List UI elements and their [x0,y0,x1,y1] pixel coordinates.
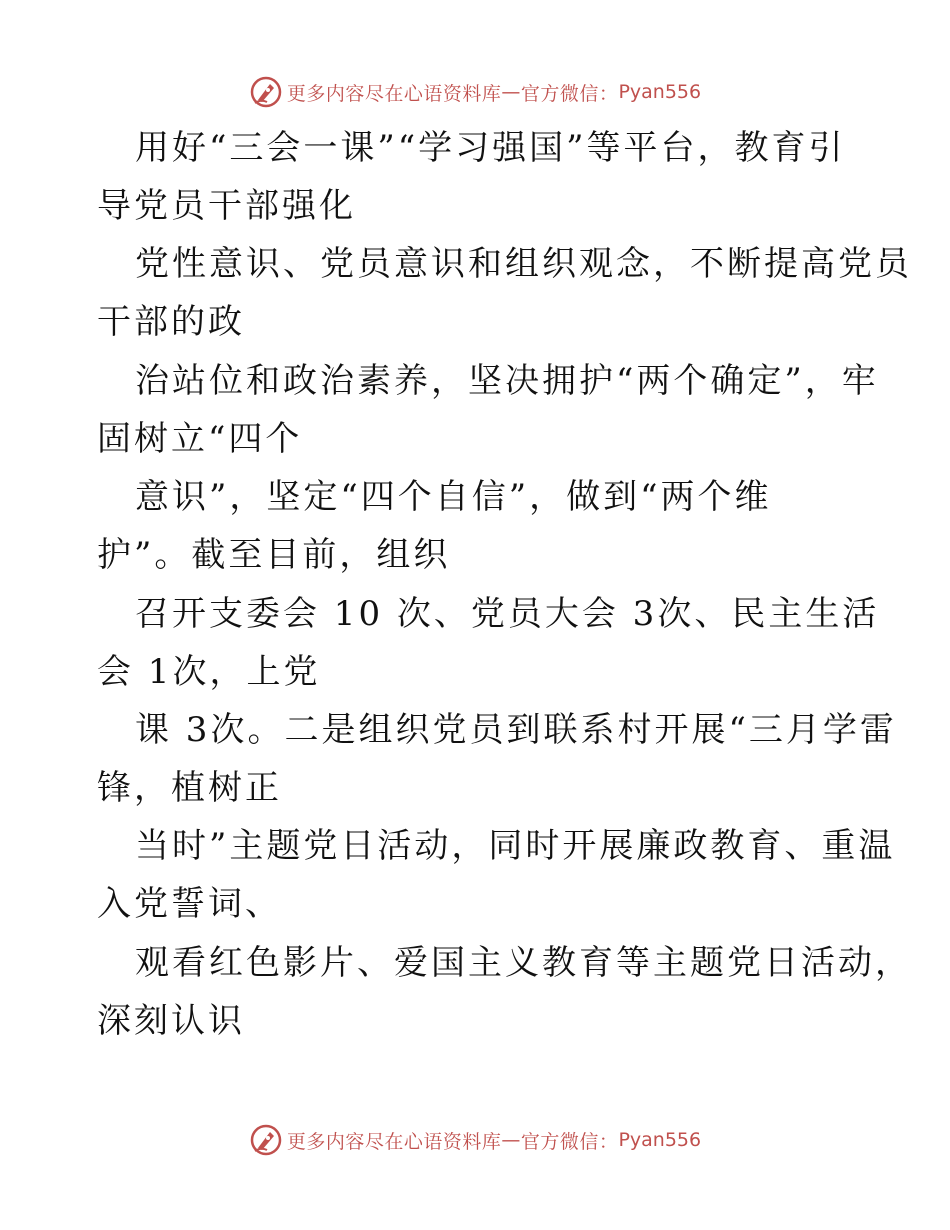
paragraph-3-first-line: 治站位和政治素养，坚决拥护“两个确定”，牢 [135,361,879,401]
watermark-dash: — [501,81,521,103]
watermark-site-text: 更多内容尽在心语资料库 [286,82,502,105]
paragraph-3-continuation: 固树立“四个 [97,419,303,459]
watermark-wechat-label: 官方微信： [520,1130,619,1153]
paragraph-5-first-line: 召开支委会 10 次、党员大会 3次、民主生活 [135,594,880,634]
paragraph-2-continuation: 干部的政 [97,302,245,342]
watermark-wechat-id: Pyan556 [618,1129,702,1151]
watermark-wechat-id: Pyan556 [618,81,702,103]
paragraph-2-first-line: 党性意识、党员意识和组织观念，不断提高党员 [135,244,912,284]
pen-nib-logo-icon [249,1123,283,1157]
paragraph-6-continuation: 锋，植树正 [97,768,282,808]
footer-watermark [0,1120,950,1160]
paragraph-1-continuation: 导党员干部强化 [97,186,356,226]
paragraph-7-continuation: 入党誓词、 [97,884,282,924]
paragraph-8-first-line: 观看红色影片、爱国主义教育等主题党日活动， [135,943,912,983]
watermark-wechat-label: 官方微信： [520,82,619,105]
paragraph-6-first-line: 课 3次。二是组织党员到联系村开展“三月学雷 [135,710,897,750]
paragraph-8-continuation: 深刻认识 [97,1001,245,1041]
paragraph-5-continuation: 会 1次，上党 [97,652,321,692]
paragraph-1-first-line: 用好“三会一课”“学习强国”等平台，教育引 [135,128,846,168]
watermark-dash: — [501,1129,521,1151]
paragraph-4-first-line: 意识”，坚定“四个自信”，做到“两个维 [135,477,772,517]
paragraph-4-continuation: 护”。截至目前，组织 [97,535,451,575]
paragraph-7-first-line: 当时”主题党日活动，同时开展廉政教育、重温 [135,826,896,866]
watermark-site-text: 更多内容尽在心语资料库 [286,1130,502,1153]
